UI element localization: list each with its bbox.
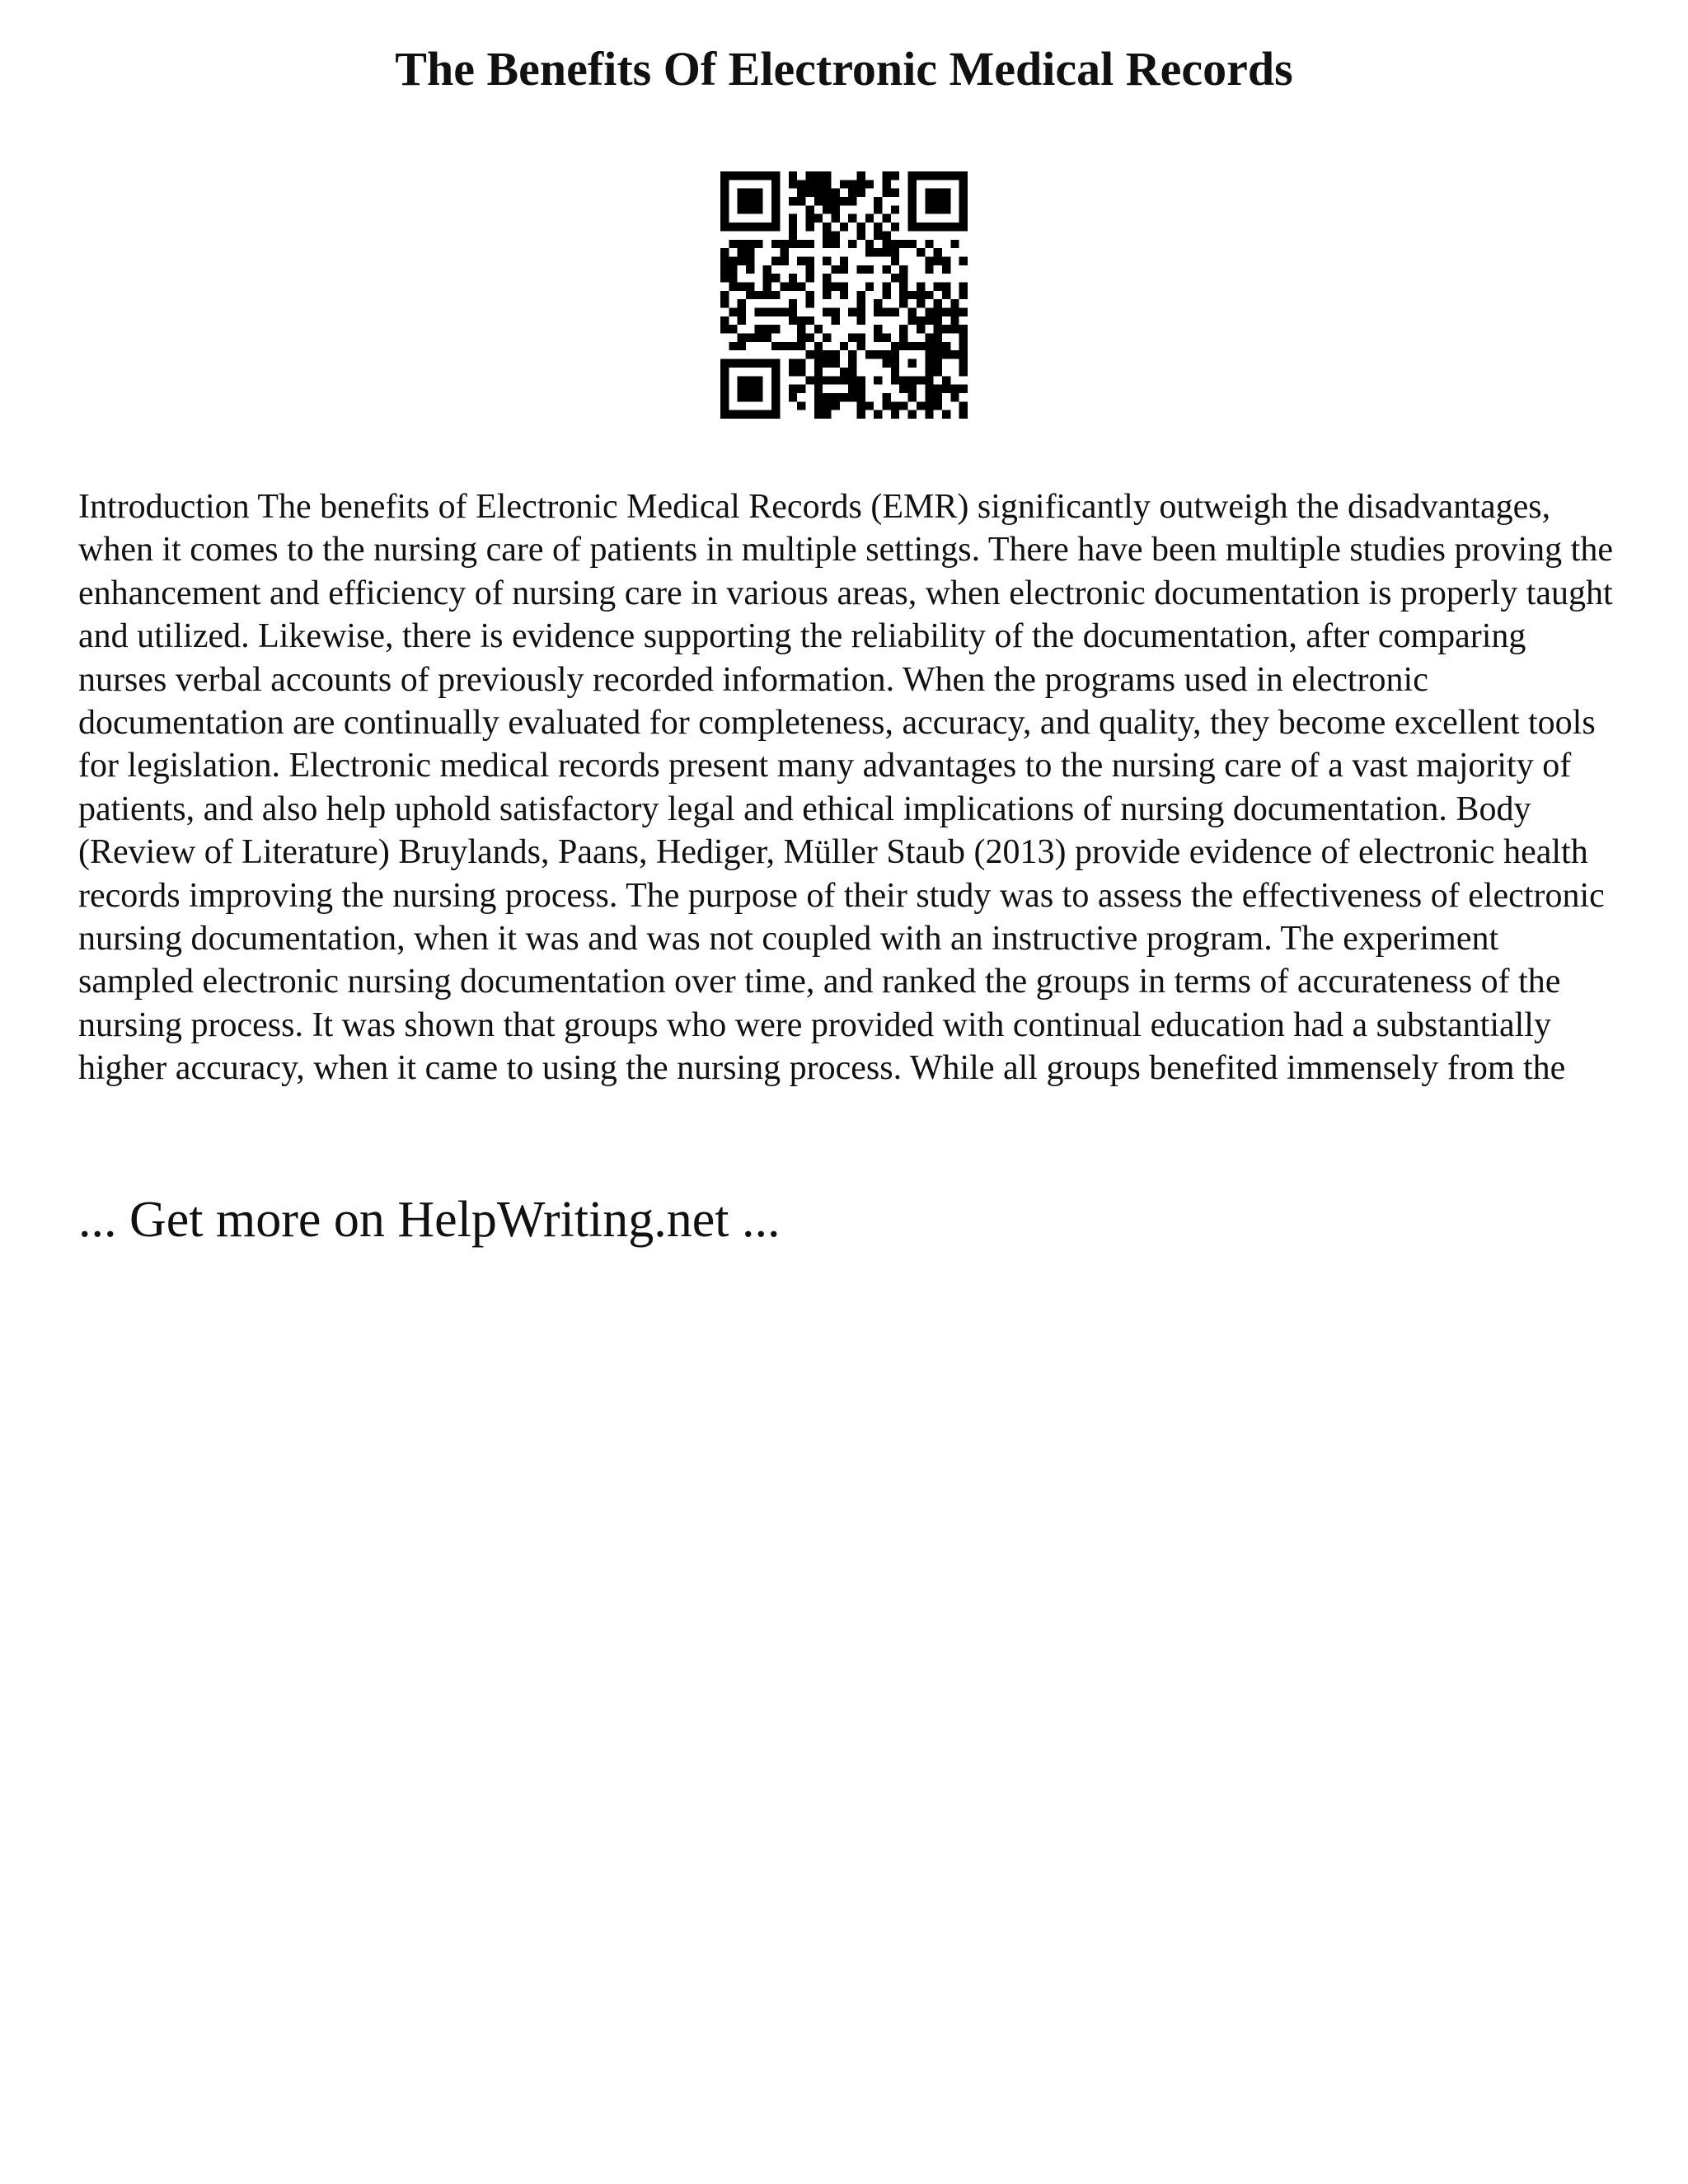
body-paragraph: Introduction The benefits of Electronic Medical Records (EMR) significantly outweigh the disadvantages, when it comes to the nursing care of patients in multiple settings. There have been multiple studies proving the enhancement and efficiency of nursing care in various areas, when electronic documentation is properly taught and utilized. Likewise, there is evidence supporting the reliability of the documentation, after comparing nurses verbal accounts of previously recorded information. When the programs used in electronic documentation are continually evaluated for completeness, accuracy, and quality, they become excellent tools for legislation. Electronic medical records present many advantages to the nursing care of a vast majority of patients, and also help uphold satisfactory legal and ethical implications of nursing documentation. Body (Review of Literature) Bruylands, Paans, Hediger, Müller Staub (2013) provide evidence of electronic health records improving the nursing process. The purpose of their study was to assess the effectiveness of electronic nursing documentation, when it was and was not coupled with an instructive program. The experiment sampled electronic nursing documentation over time, and ranked the groups in terms of accurateness of the nursing process. It was shown that groups who were provided with continual education had a substantially higher accuracy, when it came to using the nursing process. While all groups benefited immensely from the <box>78 488 1613 1088</box>
document-title: The Benefits Of Electronic Medical Records <box>395 42 1293 96</box>
qr-code-icon <box>720 171 968 419</box>
get-more-link[interactable]: ... Get more on HelpWriting.net ... <box>78 1192 781 1248</box>
